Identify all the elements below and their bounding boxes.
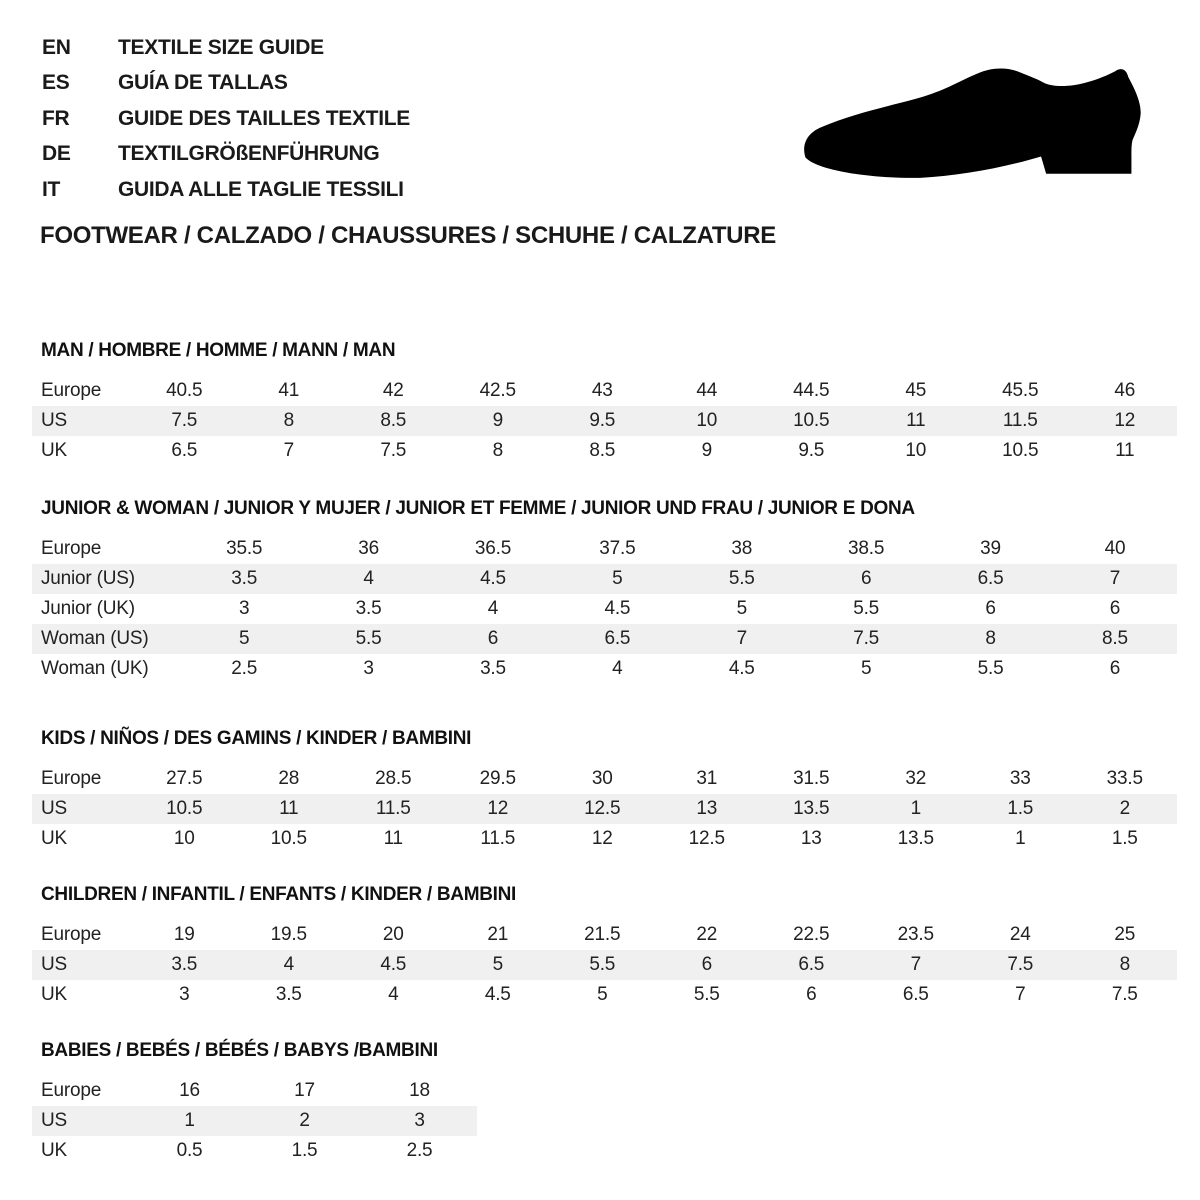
size-cell: 5.5 xyxy=(977,658,1004,679)
shoe-icon xyxy=(798,58,1144,190)
category-line: FOOTWEAR / CALZADO / CHAUSSURES / SCHUHE / CALZATURE xyxy=(40,222,776,249)
size-cell: 6.5 xyxy=(798,954,825,975)
size-cell: 5 xyxy=(860,658,872,679)
size-cell: 24 xyxy=(1009,924,1031,945)
size-cell: 21 xyxy=(487,924,509,945)
size-cell: 10.5 xyxy=(1002,440,1039,461)
language-code: DE xyxy=(42,142,71,166)
size-cell: 4 xyxy=(388,984,399,1005)
size-cell: 8 xyxy=(283,410,294,431)
size-cell: 12.5 xyxy=(688,828,725,849)
size-cell: 45.5 xyxy=(1002,380,1039,401)
size-cell: 5.5 xyxy=(853,598,880,619)
size-cell: 2.5 xyxy=(406,1140,433,1161)
language-title-block xyxy=(42,30,410,208)
size-cell: 1 xyxy=(1015,828,1026,849)
size-header-row xyxy=(32,534,1177,564)
size-cell: 33.5 xyxy=(1106,768,1143,789)
row-label: Junior (US) xyxy=(41,568,135,589)
size-cell: 8 xyxy=(985,628,996,649)
size-cell: 6 xyxy=(1109,658,1121,679)
size-cell: 40.5 xyxy=(166,380,203,401)
size-cell: 44.5 xyxy=(793,380,830,401)
size-cell: 5.5 xyxy=(728,568,755,589)
size-cell: 7.5 xyxy=(1007,954,1034,975)
size-cell: 7 xyxy=(736,628,747,649)
size-cell: 6.5 xyxy=(604,628,631,649)
size-cell: 21.5 xyxy=(584,924,621,945)
size-cell: 13 xyxy=(800,828,822,849)
size-cell: 3 xyxy=(414,1110,425,1131)
size-cell: 44 xyxy=(696,380,718,401)
size-cell: 9.5 xyxy=(589,410,616,431)
size-cell: 8.5 xyxy=(589,440,616,461)
row-label: Woman (US) xyxy=(41,628,149,649)
size-cell: 13.5 xyxy=(897,828,934,849)
row-label: Europe xyxy=(41,538,102,559)
size-cell: 35.5 xyxy=(226,538,263,559)
size-table-kids xyxy=(32,764,1177,854)
size-row xyxy=(32,436,1177,466)
language-line-de xyxy=(42,137,410,173)
size-section-babies xyxy=(32,1040,477,1166)
size-cell: 6 xyxy=(701,954,712,975)
size-cell: 11.5 xyxy=(1002,410,1038,431)
size-cell: 27.5 xyxy=(166,768,203,789)
size-cell: 25 xyxy=(1114,924,1136,945)
size-section-junior xyxy=(32,498,1177,684)
language-guide-title: GUIDE DES TAILLES TEXTILE xyxy=(118,106,410,130)
row-label: US xyxy=(41,954,67,975)
size-row xyxy=(32,824,1177,854)
size-cell: 42.5 xyxy=(479,380,516,401)
size-cell: 8.5 xyxy=(380,410,407,431)
size-table-babies xyxy=(32,1076,477,1166)
row-label: Europe xyxy=(41,380,102,401)
size-cell: 3.5 xyxy=(355,598,382,619)
size-cell: 11 xyxy=(1115,440,1135,461)
size-row xyxy=(32,564,1177,594)
size-cell: 7 xyxy=(910,954,921,975)
size-cell: 4 xyxy=(283,954,294,975)
row-label: UK xyxy=(41,828,67,849)
size-cell: 11 xyxy=(906,410,926,431)
size-cell: 31 xyxy=(696,768,718,789)
size-cell: 46 xyxy=(1114,380,1136,401)
size-cell: 7.5 xyxy=(853,628,880,649)
language-guide-title: GUIDA ALLE TAGLIE TESSILI xyxy=(118,177,404,201)
size-table-children xyxy=(32,920,1177,1010)
size-cell: 9 xyxy=(492,410,503,431)
size-cell: 3 xyxy=(239,598,250,619)
size-cell: 3.5 xyxy=(275,984,302,1005)
language-line-en xyxy=(42,30,410,66)
size-cell: 6.5 xyxy=(171,440,198,461)
size-cell: 16 xyxy=(179,1080,200,1101)
size-table-man xyxy=(32,376,1177,466)
size-header-row xyxy=(32,764,1177,794)
size-cell: 12 xyxy=(591,828,613,849)
size-cell: 12 xyxy=(487,798,509,819)
row-label: UK xyxy=(41,440,67,461)
size-cell: 39 xyxy=(980,538,1001,559)
size-cell: 40 xyxy=(1104,538,1126,559)
size-row xyxy=(32,654,1177,684)
row-label: UK xyxy=(41,984,67,1005)
size-cell: 9.5 xyxy=(798,440,825,461)
language-line-it xyxy=(42,172,410,208)
size-header-row xyxy=(32,376,1177,406)
size-cell: 38.5 xyxy=(848,538,885,559)
language-code: EN xyxy=(42,35,71,59)
size-cell: 45 xyxy=(905,380,927,401)
section-title: MAN / HOMBRE / HOMME / MANN / MAN xyxy=(41,340,396,361)
size-cell: 5 xyxy=(736,598,747,619)
size-cell: 1.5 xyxy=(291,1140,318,1161)
language-line-fr xyxy=(42,101,410,137)
size-table-junior xyxy=(32,534,1177,684)
size-cell: 7.5 xyxy=(380,440,407,461)
section-title: CHILDREN / INFANTIL / ENFANTS / KINDER / BAMBINI xyxy=(41,884,517,905)
size-cell: 5.5 xyxy=(355,628,382,649)
size-header-row xyxy=(32,920,1177,950)
size-cell: 13.5 xyxy=(793,798,830,819)
size-cell: 30 xyxy=(591,768,613,789)
row-label: Junior (UK) xyxy=(41,598,135,619)
language-line-es xyxy=(42,66,410,102)
size-cell: 18 xyxy=(409,1080,430,1101)
size-cell: 6 xyxy=(860,568,872,589)
size-cell: 4.5 xyxy=(484,984,511,1005)
size-cell: 2.5 xyxy=(231,658,258,679)
size-cell: 4 xyxy=(487,598,499,619)
size-cell: 11.5 xyxy=(480,828,516,849)
size-cell: 6.5 xyxy=(977,568,1004,589)
section-title: JUNIOR & WOMAN / JUNIOR Y MUJER / JUNIOR ET FEMME / JUNIOR UND FRAU / JUNIOR E DONA xyxy=(41,498,915,519)
row-label: UK xyxy=(41,1140,67,1161)
size-cell: 5.5 xyxy=(693,984,720,1005)
size-cell: 43 xyxy=(591,380,613,401)
size-cell: 19.5 xyxy=(270,924,307,945)
row-label: Europe xyxy=(41,768,102,789)
size-cell: 6 xyxy=(1109,598,1121,619)
size-cell: 0.5 xyxy=(176,1140,203,1161)
size-cell: 11 xyxy=(279,798,299,819)
language-guide-title: TEXTILGRÖßENFÜHRUNG xyxy=(118,142,380,166)
size-cell: 5 xyxy=(597,984,608,1005)
size-cell: 8 xyxy=(1119,954,1130,975)
size-cell: 6.5 xyxy=(902,984,929,1005)
size-row xyxy=(32,1106,477,1136)
size-section-man xyxy=(32,340,1177,466)
size-section-children xyxy=(32,884,1177,1010)
size-cell: 3 xyxy=(179,984,190,1005)
size-row xyxy=(32,624,1177,654)
size-cell: 5 xyxy=(612,568,623,589)
size-cell: 19 xyxy=(173,924,195,945)
size-cell: 10 xyxy=(173,828,195,849)
size-cell: 3.5 xyxy=(171,954,198,975)
size-cell: 29.5 xyxy=(479,768,516,789)
size-row xyxy=(32,594,1177,624)
size-cell: 13 xyxy=(696,798,718,819)
size-cell: 4 xyxy=(612,658,623,679)
size-cell: 22 xyxy=(696,924,718,945)
row-label: Europe xyxy=(41,924,102,945)
size-cell: 36.5 xyxy=(474,538,512,559)
row-label: US xyxy=(41,798,67,819)
size-cell: 9 xyxy=(701,440,712,461)
size-cell: 42 xyxy=(382,380,404,401)
size-cell: 17 xyxy=(294,1080,315,1101)
size-cell: 1 xyxy=(910,798,921,819)
size-cell: 4.5 xyxy=(380,954,407,975)
size-cell: 7 xyxy=(283,440,294,461)
size-cell: 11 xyxy=(383,828,403,849)
size-cell: 10.5 xyxy=(270,828,307,849)
size-cell: 6 xyxy=(985,598,996,619)
section-title: KIDS / NIÑOS / DES GAMINS / KINDER / BAMBINI xyxy=(41,728,472,749)
language-code: IT xyxy=(42,177,61,201)
size-cell: 32 xyxy=(905,768,927,789)
size-header-row xyxy=(32,1076,477,1106)
size-cell: 1 xyxy=(184,1110,195,1131)
size-cell: 12 xyxy=(1114,410,1136,431)
size-cell: 2 xyxy=(299,1110,310,1131)
size-cell: 4 xyxy=(363,568,374,589)
size-cell: 12.5 xyxy=(584,798,621,819)
size-cell: 33 xyxy=(1009,768,1031,789)
size-cell: 6 xyxy=(806,984,817,1005)
size-cell: 41 xyxy=(278,380,300,401)
size-cell: 8.5 xyxy=(1102,628,1128,649)
size-cell: 31.5 xyxy=(793,768,830,789)
language-guide-title: GUÍA DE TALLAS xyxy=(118,71,288,95)
size-cell: 20 xyxy=(382,924,404,945)
size-cell: 10.5 xyxy=(793,410,830,431)
size-cell: 5.5 xyxy=(589,954,616,975)
size-cell: 6 xyxy=(487,628,499,649)
size-row xyxy=(32,950,1177,980)
size-cell: 7 xyxy=(1109,568,1121,589)
size-cell: 7.5 xyxy=(171,410,198,431)
size-cell: 1.5 xyxy=(1007,798,1034,819)
size-cell: 1.5 xyxy=(1111,828,1138,849)
size-cell: 23.5 xyxy=(897,924,934,945)
size-cell: 10.5 xyxy=(166,798,203,819)
section-title: BABIES / BEBÉS / BÉBÉS / BABYS /BAMBINI xyxy=(41,1040,438,1061)
size-cell: 5 xyxy=(492,954,503,975)
size-row xyxy=(32,1136,477,1166)
size-cell: 36 xyxy=(358,538,379,559)
size-cell: 10 xyxy=(905,440,927,461)
language-code: ES xyxy=(42,71,70,95)
size-cell: 7.5 xyxy=(1111,984,1138,1005)
size-cell: 37.5 xyxy=(599,538,636,559)
size-cell: 8 xyxy=(492,440,503,461)
size-cell: 3.5 xyxy=(231,568,258,589)
size-cell: 10 xyxy=(696,410,718,431)
size-cell: 3.5 xyxy=(480,658,506,679)
row-label: Europe xyxy=(41,1080,102,1101)
size-cell: 4.5 xyxy=(604,598,631,619)
row-label: US xyxy=(41,1110,67,1131)
size-cell: 4.5 xyxy=(728,658,755,679)
size-cell: 28.5 xyxy=(375,768,412,789)
row-label: US xyxy=(41,410,67,431)
size-cell: 4.5 xyxy=(480,568,506,589)
size-section-kids xyxy=(32,728,1177,854)
size-cell: 22.5 xyxy=(793,924,830,945)
language-guide-title: TEXTILE SIZE GUIDE xyxy=(118,35,324,59)
size-cell: 2 xyxy=(1119,798,1130,819)
size-cell: 7 xyxy=(1015,984,1026,1005)
row-label: Woman (UK) xyxy=(41,658,149,679)
language-code: FR xyxy=(42,106,70,130)
size-cell: 3 xyxy=(363,658,374,679)
size-cell: 5 xyxy=(239,628,250,649)
size-cell: 38 xyxy=(731,538,753,559)
size-row xyxy=(32,980,1177,1010)
size-row xyxy=(32,794,1177,824)
size-cell: 28 xyxy=(278,768,300,789)
size-row xyxy=(32,406,1177,436)
size-cell: 11.5 xyxy=(375,798,411,819)
